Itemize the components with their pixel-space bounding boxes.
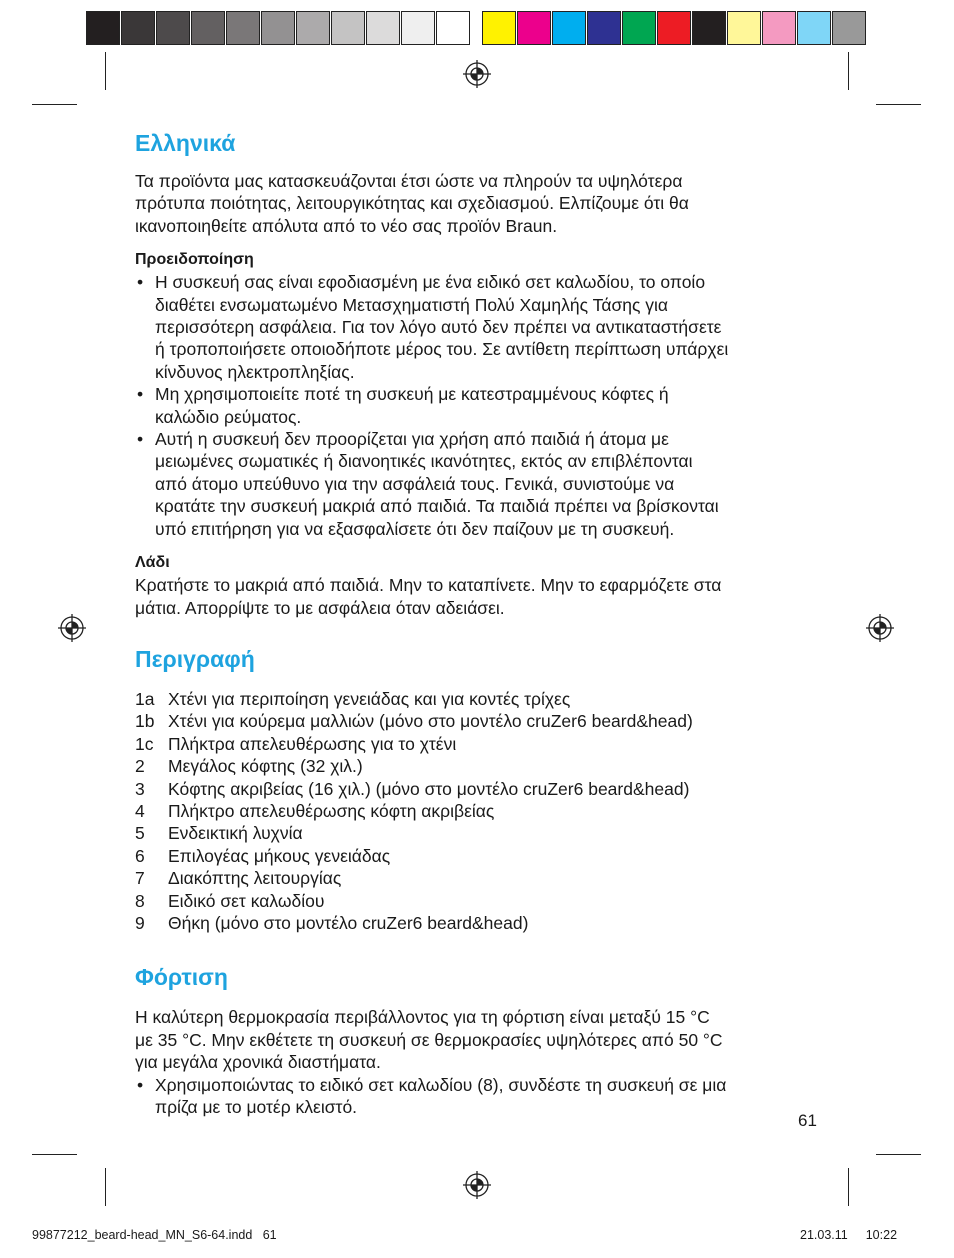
part-item (135, 890, 825, 912)
part-item (135, 912, 825, 934)
page-number: 61 (798, 1111, 817, 1130)
color-swatch (552, 11, 586, 45)
part-label: Θήκη (μόνο στο μοντέλο cruZer6 beard&head) (168, 912, 529, 933)
part-item (135, 778, 825, 800)
color-swatch (436, 11, 470, 45)
section-heading-description: Περιγραφή (135, 645, 255, 672)
text-line: ικανοποιηθείτε απόλυτα από το νέο σας προϊόν Braun. (135, 215, 558, 236)
color-swatch (331, 11, 365, 45)
part-label: Πλήκτρα απελευθέρωσης για το χτένι (168, 733, 457, 754)
color-swatch (587, 11, 621, 45)
footer-timestamp (800, 1228, 897, 1242)
color-swatch (727, 11, 761, 45)
registration-mark-icon (463, 1171, 491, 1199)
charging-item: • Χρησιμοποιώντας το ειδικό σετ καλωδίου (8), συνδέστε τη συσκευή σε μια πρίζα με το μοτέρ κλειστό. (135, 1074, 825, 1119)
part-number: 1a (135, 688, 155, 709)
part-label: Διακόπτης λειτουργίας (168, 868, 342, 889)
color-swatch (482, 11, 516, 45)
part-label: Επιλογέας μήκους γενειάδας (168, 845, 391, 866)
part-number: 8 (135, 890, 145, 911)
color-swatch (86, 11, 120, 45)
color-swatch (401, 11, 435, 45)
text-line: Τα προϊόντα μας κατασκευάζονται έτσι ώστε να πληρούν τα υψηλότερα (135, 171, 683, 191)
charging-paragraph: Η καλύτερη θερμοκρασία περιβάλλοντος για τη φόρτιση είναι μεταξύ 15 °C με 35 °C. Μην εκθέτετε τη συσκευή σε θερμοκρασίες υψηλότερες από 50 °C για μεγάλα χρονικά διαστήματα. (135, 1007, 723, 1073)
oil-paragraph: Κρατήστε το μακριά από παιδιά. Μην το καταπίνετε. Μην το εφαρμόζετε στα μάτια. Απορρίψτε το με ασφάλεια όταν αδειάσει. (135, 575, 722, 618)
text-line: πρότυπα ποιότητας, λειτουργικότητας και σχεδιασμού. Ελπίζουμε ότι θα (135, 193, 689, 214)
color-swatch (657, 11, 691, 45)
part-item (135, 688, 825, 710)
part-number: 2 (135, 756, 145, 777)
part-label: Πλήκτρο απελευθέρωσης κόφτη ακριβείας (168, 800, 495, 821)
color-swatch (226, 11, 260, 45)
page-content (135, 128, 825, 1118)
registration-mark-icon (463, 60, 491, 88)
color-swatch (692, 11, 726, 45)
part-number: 9 (135, 912, 145, 933)
warning-item: • Η συσκευή σας είναι εφοδιασμένη με ένα ειδικό σετ καλωδίου, το οποίο διαθέτει ενσωματωμένο Μετασχηματιστή Πολύ Χαμηλής Τάσης για περισσότερη ασφάλεια. Για τον λόγο αυτό δεν πρέπει να αντικαταστήσετε ή τροποποιήσετε οποιοδήποτε μέρος του. Σε αντίθετη περίπτωση υπάρχει κίνδυνος ηλεκτροπληξίας. (135, 271, 825, 383)
part-item (135, 845, 825, 867)
section-heading-charging: Φόρτιση (135, 964, 228, 991)
part-label: Ενδεικτική λυχνία (168, 823, 303, 844)
part-number: 6 (135, 845, 145, 866)
crop-mark (848, 1168, 849, 1206)
color-swatch (366, 11, 400, 45)
warning-item: • Αυτή η συσκευή δεν προορίζεται για χρήση από παιδιά ή άτομα με μειωμένες σωματικές ή διανοητικές ικανότητες, εκτός αν επιβλέπονται από άτομο υπεύθυνο για την ασφάλειά τους. Γενικά, συνιστούμε να κρατάτε την συσκευή μακριά από παιδιά. Τα παιδιά πρέπει να βρίσκονται υπό επιτήρηση για να εξασφαλίσετε ότι δεν παίζουν με τη συσκευή. (135, 428, 825, 540)
part-item (135, 710, 825, 732)
part-label: Χτένι για κούρεμα μαλλιών (μόνο στο μοντέλο cruZer6 beard&head) (168, 711, 693, 732)
crop-mark (105, 1168, 106, 1206)
warning-item: • Μη χρησιμοποιείτε ποτέ τη συσκευή με κατεστραμμένους κόφτες ή καλώδιο ρεύματος. (135, 383, 825, 428)
footer-filename: 99877212_beard-head_MN_S6-64.indd 61 (32, 1228, 277, 1242)
color-calibration-bar (482, 11, 867, 46)
parts-list (135, 688, 825, 934)
color-swatch (191, 11, 225, 45)
color-swatch (517, 11, 551, 45)
crop-mark (876, 104, 921, 105)
part-item (135, 733, 825, 755)
color-swatch (832, 11, 866, 45)
registration-mark-icon (866, 614, 894, 642)
grayscale-calibration-bar (86, 11, 471, 46)
registration-mark-icon (58, 614, 86, 642)
part-label: Ειδικό σετ καλωδίου (168, 890, 325, 911)
crop-mark (105, 52, 106, 90)
charging-list (135, 1074, 825, 1119)
part-label: Χτένι για περιποίηση γενειάδας και για κοντές τρίχες (168, 688, 571, 709)
warning-list (135, 271, 825, 540)
crop-mark (32, 104, 77, 105)
footer-time: 10:22 (865, 1228, 898, 1242)
footer-date: 21.03.11 (800, 1228, 848, 1242)
color-swatch (622, 11, 656, 45)
color-swatch (156, 11, 190, 45)
part-item (135, 822, 825, 844)
color-swatch (296, 11, 330, 45)
part-label: Μεγάλος κόφτης (32 χιλ.) (168, 756, 363, 777)
crop-mark (32, 1154, 77, 1155)
part-item (135, 800, 825, 822)
part-item (135, 867, 825, 889)
part-label: Κόφτης ακριβείας (16 χιλ.) (μόνο στο μοντέλο cruZer6 beard&head) (168, 778, 690, 799)
part-number: 1c (135, 733, 154, 754)
crop-mark (876, 1154, 921, 1155)
part-number: 4 (135, 800, 145, 821)
crop-mark (848, 52, 849, 90)
part-number: 1b (135, 711, 155, 732)
color-swatch (121, 11, 155, 45)
intro-paragraph (135, 170, 825, 237)
part-number: 3 (135, 778, 145, 799)
warning-subheading: Προειδοποίηση (135, 251, 254, 269)
part-number: 5 (135, 823, 145, 844)
oil-subheading: Λάδι (135, 554, 170, 572)
part-number: 7 (135, 868, 145, 889)
color-swatch (797, 11, 831, 45)
color-swatch (261, 11, 295, 45)
section-heading-greek: Ελληνικά (135, 130, 236, 156)
color-swatch (762, 11, 796, 45)
part-item (135, 755, 825, 777)
